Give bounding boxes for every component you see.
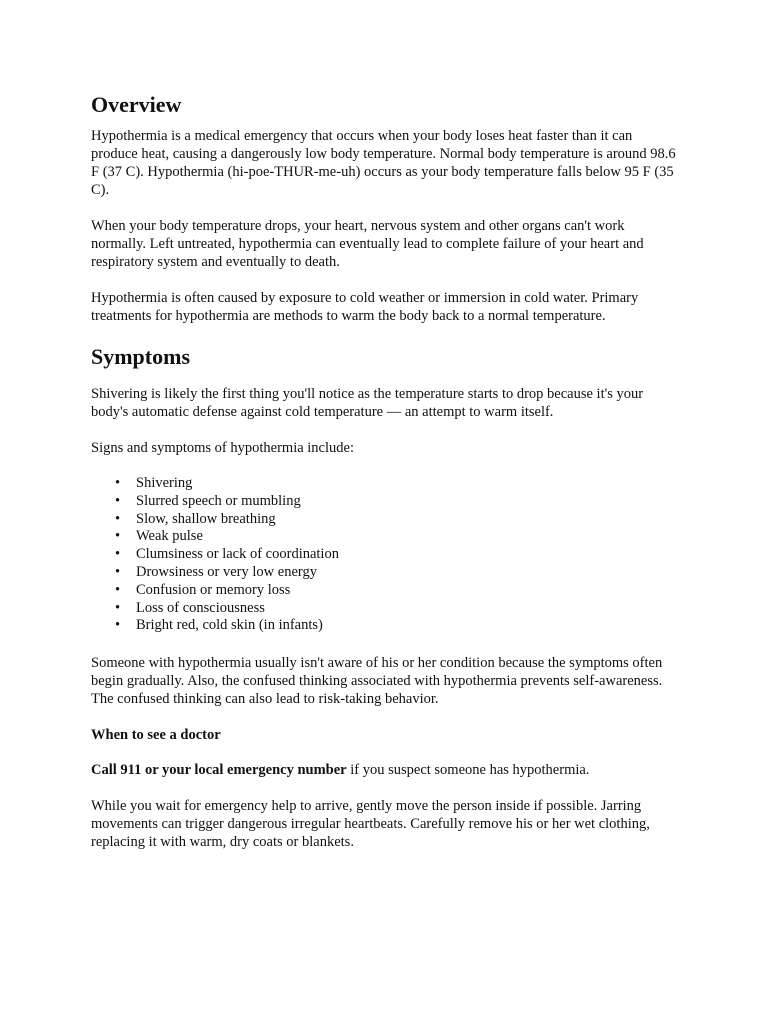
list-item xyxy=(115,492,678,511)
bullet-icon: • xyxy=(115,510,121,527)
symptoms-list-intro: Signs and symptoms of hypothermia include: xyxy=(91,440,354,456)
list-item xyxy=(115,510,678,529)
list-item xyxy=(115,528,678,546)
bullet-icon: • xyxy=(115,563,121,580)
list-item xyxy=(115,617,678,635)
symptoms-paragraph-2: Someone with hypothermia usually isn't aware of his or her condition because the symptoms often begin gradually. Also, the confused thinking associated with hypothermia prevents self-awareness. The confused thinking can also lead to risk-taking behavior. xyxy=(91,655,663,708)
emergency-call-rest: if you suspect someone has hypothermia. xyxy=(346,762,590,779)
list-item-text: Shivering xyxy=(136,475,193,491)
list-item xyxy=(115,563,678,582)
bullet-icon: • xyxy=(115,492,121,509)
list-item xyxy=(115,581,678,600)
doctor-paragraph-2: While you wait for emergency help to arrive, gently move the person inside if possible. Jarring movements can trigger dangerous irregular heartbeats. Carefully remove his or her wet clothing, replacing it with warm, dry coats or blankets. xyxy=(91,798,650,851)
list-item-text: Drowsiness or very low energy xyxy=(136,563,317,580)
list-item-text: Bright red, cold skin (in infants) xyxy=(136,617,323,634)
bullet-icon: • xyxy=(115,581,121,598)
symptoms-heading: Symptoms xyxy=(91,344,191,369)
list-item-text: Confusion or memory loss xyxy=(136,581,291,598)
bullet-icon: • xyxy=(115,617,121,634)
bullet-icon: • xyxy=(115,475,121,491)
symptoms-list xyxy=(91,475,678,635)
doctor-subheading: When to see a doctor xyxy=(91,727,221,744)
list-item-text: Weak pulse xyxy=(136,528,203,545)
overview-paragraph-3: Hypothermia is often caused by exposure to cold weather or immersion in cold water. Primary treatments for hypothermia are methods to warm the body back to a normal temperature. xyxy=(91,290,639,324)
list-item xyxy=(115,599,678,618)
overview-heading: Overview xyxy=(91,92,182,117)
emergency-call-bold: Call 911 or your local emergency number xyxy=(91,762,347,779)
overview-paragraph-1: Hypothermia is a medical emergency that occurs when your body loses heat faster than it can produce heat, causing a dangerously low body temperature. Normal body temperature is around 98.6 F (37 C). Hypothermia (hi-poe-THUR-me-uh) occurs as your body temperature falls below 95 F (35 C). xyxy=(91,128,676,198)
symptoms-paragraph-1: Shivering is likely the first thing you'll notice as the temperature starts to drop because it's your body's automatic defense against cold temperature — an attempt to warm itself. xyxy=(91,386,644,420)
list-item xyxy=(115,475,678,493)
bullet-icon: • xyxy=(115,599,121,616)
list-item-text: Loss of consciousness xyxy=(136,599,265,616)
bullet-icon: • xyxy=(115,546,121,563)
bullet-icon: • xyxy=(115,528,121,545)
list-item-text: Slurred speech or mumbling xyxy=(136,492,301,509)
list-item-text: Clumsiness or lack of coordination xyxy=(136,546,339,563)
list-item-text: Slow, shallow breathing xyxy=(136,510,276,527)
doctor-call-paragraph xyxy=(91,761,681,779)
overview-paragraph-2: When your body temperature drops, your heart, nervous system and other organs can't work normally. Left untreated, hypothermia can eventually lead to complete failure of your heart and respiratory system and eventually to death. xyxy=(91,218,644,270)
list-item xyxy=(115,546,678,564)
